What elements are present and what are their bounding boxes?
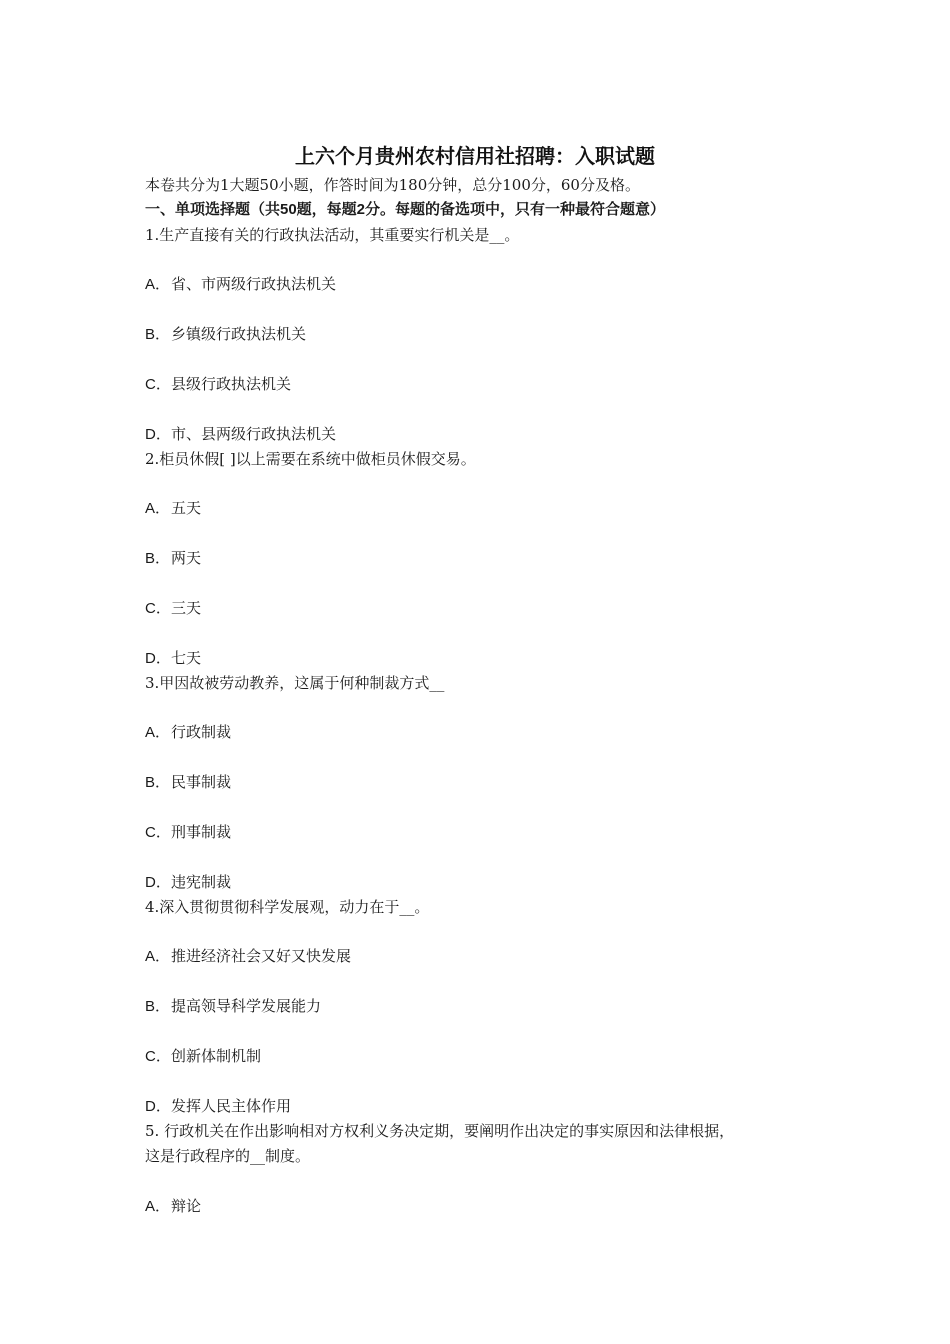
option-letter: A．: [145, 500, 171, 517]
option-letter: A．: [145, 1198, 171, 1215]
option-letter: B．: [145, 326, 171, 343]
question-4-stem: 4.深入贯彻贯彻科学发展观，动力在于__。: [145, 898, 430, 916]
option-text: 违宪制裁: [171, 873, 232, 891]
document-title: 上六个月贵州农村信用社招聘：入职试题: [295, 144, 655, 168]
question-1-option-b: [145, 323, 306, 346]
question-4-option-a: [145, 945, 351, 968]
question-3-option-b: [145, 771, 231, 794]
option-letter: D．: [145, 426, 171, 443]
question-4-option-d: [145, 1095, 291, 1118]
question-5-stem-line-1: 5. 行政机关在作出影响相对方权利义务决定期，要阐明作出决定的事实原因和法律根据，: [145, 1122, 735, 1140]
option-letter: B．: [145, 550, 171, 567]
option-text: 推进经济社会又好又快发展: [171, 947, 352, 965]
option-text: 市、县两级行政执法机关: [171, 425, 337, 443]
question-3-stem: 3.甲因故被劳动教养，这属于何种制裁方式__: [145, 674, 445, 692]
option-letter: A．: [145, 276, 171, 293]
option-text: 两天: [171, 549, 202, 567]
question-2-option-a: [145, 497, 201, 520]
option-text: 创新体制机制: [171, 1047, 262, 1065]
option-text: 三天: [171, 599, 202, 617]
question-3-option-d: [145, 871, 231, 894]
option-text: 行政制裁: [171, 723, 232, 741]
option-letter: D．: [145, 1098, 171, 1115]
option-text: 提高领导科学发展能力: [171, 997, 322, 1015]
question-1-option-d: [145, 423, 336, 446]
option-letter: C．: [145, 1048, 171, 1065]
option-letter: D．: [145, 874, 171, 891]
option-text: 五天: [171, 499, 202, 517]
option-text: 辩论: [171, 1197, 202, 1215]
question-5-stem-line-2: 这是行政程序的__制度。: [145, 1147, 311, 1165]
exam-intro: 本卷共分为1大题50小题，作答时间为180分钟，总分100分，60分及格。: [145, 176, 640, 194]
question-4-option-b: [145, 995, 321, 1018]
option-text: 民事制裁: [171, 773, 232, 791]
question-3-option-c: [145, 821, 231, 844]
question-2-option-b: [145, 547, 201, 570]
question-1-option-a: [145, 273, 336, 296]
option-letter: C．: [145, 824, 171, 841]
option-text: 县级行政执法机关: [171, 375, 292, 393]
question-5-option-a: [145, 1195, 201, 1218]
question-1-option-c: [145, 373, 291, 396]
option-letter: C．: [145, 376, 171, 393]
option-letter: B．: [145, 774, 171, 791]
option-text: 省、市两级行政执法机关: [171, 275, 337, 293]
question-2-stem: 2.柜员休假[ ]以上需要在系统中做柜员休假交易。: [145, 450, 476, 468]
question-2-option-c: [145, 597, 201, 620]
option-letter: B．: [145, 998, 171, 1015]
option-text: 发挥人民主体作用: [171, 1097, 292, 1115]
option-letter: C．: [145, 600, 171, 617]
option-letter: D．: [145, 650, 171, 667]
section-heading: 一、单项选择题（共50题，每题2分。每题的备选项中，只有一种最符合题意）: [145, 201, 666, 218]
option-text: 七天: [171, 649, 202, 667]
question-1-stem: 1.生产直接有关的行政执法活动，其重要实行机关是__。: [145, 226, 520, 244]
option-text: 乡镇级行政执法机关: [171, 325, 307, 343]
option-letter: A．: [145, 724, 171, 741]
option-letter: A．: [145, 948, 171, 965]
question-2-option-d: [145, 647, 201, 670]
question-4-option-c: [145, 1045, 261, 1068]
option-text: 刑事制裁: [171, 823, 232, 841]
question-3-option-a: [145, 721, 231, 744]
